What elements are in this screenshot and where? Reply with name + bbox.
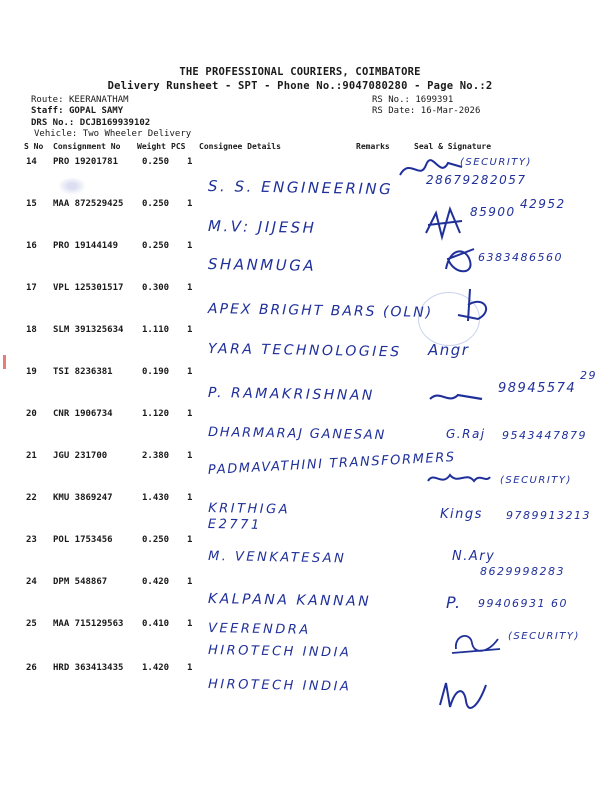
- row-phone: 9789913213: [506, 509, 591, 522]
- row-note: (SECURITY): [500, 475, 572, 486]
- rs-date-label: RS Date:: [372, 106, 416, 116]
- table-row: [0, 531, 600, 578]
- runsheet-title: Delivery Runsheet - SPT - Phone No.:9047080280 - Page No.:2: [107, 80, 493, 92]
- drs-label: DRS No.:: [31, 118, 75, 128]
- row-phone: 9543447879: [502, 429, 587, 442]
- row-sno: 18: [26, 325, 37, 335]
- row-sno: 14: [26, 157, 37, 167]
- row-consignment: POL 1753456: [53, 535, 113, 545]
- rs-no-label: RS No.:: [372, 95, 410, 105]
- row-pcs: 1: [187, 157, 193, 167]
- row-weight: 1.110: [142, 325, 170, 335]
- staff-label: Staff:: [31, 106, 64, 116]
- signature-mark: [448, 627, 504, 657]
- row-phone: 99406931 60: [478, 597, 568, 610]
- table-row: [0, 237, 600, 278]
- row-consignment: HRD 363413435: [53, 663, 124, 673]
- row-phone-extra: 29: [580, 369, 597, 382]
- row-pcs: 1: [187, 325, 193, 335]
- row-phone: 8629998283: [480, 565, 565, 578]
- row-weight: 0.410: [142, 619, 170, 629]
- row-sno: 16: [26, 241, 37, 251]
- row-note: G.Raj: [446, 427, 486, 441]
- table-row: [0, 363, 600, 404]
- row-note: Kings: [440, 507, 483, 522]
- row-consignee: KALPANA KANNAN: [207, 591, 372, 610]
- row-consignee: M.V: JIJESH: [207, 217, 317, 237]
- rs-date-line: [372, 106, 480, 117]
- row-phone-extra: 42952: [520, 197, 566, 211]
- col-seal: Seal & Signature: [414, 142, 492, 151]
- signature-mark: [424, 467, 492, 489]
- vehicle-value: Two Wheeler Delivery: [82, 129, 192, 139]
- company-title: THE PROFESSIONAL COURIERS, COIMBATORE: [179, 66, 421, 78]
- row-consignee-line2: HIROTECH INDIA: [207, 643, 352, 661]
- row-pcs: 1: [187, 409, 193, 419]
- row-consignment: PRO 19144149: [53, 241, 119, 251]
- table-row: [0, 279, 600, 320]
- drs-value: DCJB169939102: [79, 118, 151, 128]
- row-weight: 2.380: [142, 451, 170, 461]
- row-pcs: 1: [187, 451, 193, 461]
- row-consignee: PADMAVATHINI TRANSFORMERS: [207, 450, 457, 478]
- row-consignment: MAA 715129563: [53, 619, 124, 629]
- row-sno: 19: [26, 367, 37, 377]
- rs-date-value: 16-Mar-2026: [420, 106, 481, 116]
- row-sno: 21: [26, 451, 37, 461]
- route-value: KEERANATHAM: [68, 95, 129, 105]
- row-phone: 28679282057: [426, 173, 527, 187]
- row-pcs: 1: [187, 577, 193, 587]
- row-consignment: JGU 231700: [53, 451, 108, 461]
- table-row: [0, 153, 600, 199]
- route-line: [31, 95, 129, 106]
- row-consignment: MAA 872529425: [53, 199, 124, 209]
- table-row: [0, 615, 600, 661]
- row-consignee: HIROTECH INDIA: [207, 677, 352, 695]
- row-sno: 24: [26, 577, 37, 587]
- row-pcs: 1: [187, 199, 193, 209]
- row-note: (SECURITY): [460, 157, 532, 168]
- staff-line: [31, 106, 123, 117]
- row-sno: 22: [26, 493, 37, 503]
- col-pcs: PCS: [171, 142, 186, 151]
- row-pcs: 1: [187, 619, 193, 629]
- row-consignee: M. VENKATESAN: [207, 549, 347, 567]
- row-consignment: KMU 3869247: [53, 493, 113, 503]
- row-sno: 26: [26, 663, 37, 673]
- row-sno: 25: [26, 619, 37, 629]
- vehicle-label: Vehicle:: [34, 129, 78, 139]
- row-weight: 1.430: [142, 493, 170, 503]
- row-pcs: 1: [187, 663, 193, 673]
- row-consignee: YARA TECHNOLOGIES: [207, 341, 402, 361]
- signature-mark: [426, 387, 486, 407]
- row-phone: 98945574: [498, 381, 577, 396]
- row-weight: 1.120: [142, 409, 170, 419]
- row-note: N.Ary: [452, 549, 496, 564]
- table-row: [0, 489, 600, 533]
- col-weight: Weight: [137, 142, 166, 151]
- row-phone: 6383486560: [478, 251, 563, 264]
- row-note: P.: [446, 593, 462, 612]
- row-pcs: 1: [187, 535, 193, 545]
- row-pcs: 1: [187, 367, 193, 377]
- row-weight: 0.300: [142, 283, 170, 293]
- row-consignment: VPL 125301517: [53, 283, 124, 293]
- rs-no-value: 1699391: [415, 95, 454, 105]
- row-weight: 0.250: [142, 241, 170, 251]
- row-pcs: 1: [187, 241, 193, 251]
- row-phone: 85900: [470, 205, 516, 219]
- vehicle-line: [34, 129, 191, 140]
- row-note: (SECURITY): [508, 631, 580, 642]
- staff-value: GOPAL SAMY: [68, 106, 124, 116]
- row-consignee: APEX BRIGHT BARS (OLN): [207, 301, 434, 321]
- row-consignee: S. S. ENGINEERING: [207, 177, 394, 199]
- row-weight: 0.250: [142, 199, 170, 209]
- row-sno: 23: [26, 535, 37, 545]
- row-pcs: 1: [187, 283, 193, 293]
- table-row: [0, 659, 600, 700]
- col-consignment: Consignment No: [53, 142, 121, 151]
- table-row: [0, 321, 600, 362]
- row-pcs: 1: [187, 493, 193, 503]
- row-consignee: SHANMUGA: [207, 255, 317, 275]
- col-sno: S No: [24, 142, 44, 151]
- row-consignee: P. RAMAKRISHNAN: [207, 385, 375, 404]
- row-sno: 20: [26, 409, 37, 419]
- drs-line: [31, 118, 150, 129]
- table-row: [0, 405, 600, 446]
- row-consignee: KRITHIGA E2771: [207, 501, 291, 533]
- row-sno: 15: [26, 199, 37, 209]
- route-label: Route:: [31, 95, 64, 105]
- row-weight: 0.190: [142, 367, 170, 377]
- row-consignment: SLM 391325634: [53, 325, 124, 335]
- row-consignee: DHARMARAJ GANESAN: [207, 425, 387, 444]
- table-row: [0, 195, 600, 236]
- table-row: [0, 447, 600, 488]
- row-note: Angr: [428, 341, 470, 359]
- rs-no-line: [372, 95, 453, 106]
- row-weight: 0.250: [142, 157, 170, 167]
- row-consignment: TSI 8236381: [53, 367, 113, 377]
- row-consignee: VEERENDRA: [207, 621, 311, 638]
- col-consignee: Consignee Details: [199, 142, 281, 151]
- signature-mark: [434, 677, 494, 713]
- signature-mark: [450, 285, 500, 325]
- row-weight: 0.250: [142, 535, 170, 545]
- table-row: [0, 573, 600, 614]
- row-consignment: PRO 19201781: [53, 157, 119, 167]
- signature-mark: [440, 241, 480, 277]
- row-weight: 0.420: [142, 577, 170, 587]
- row-consignment: DPM 548867: [53, 577, 108, 587]
- row-sno: 17: [26, 283, 37, 293]
- col-remarks: Remarks: [356, 142, 390, 151]
- row-weight: 1.420: [142, 663, 170, 673]
- row-consignment: CNR 1906734: [53, 409, 113, 419]
